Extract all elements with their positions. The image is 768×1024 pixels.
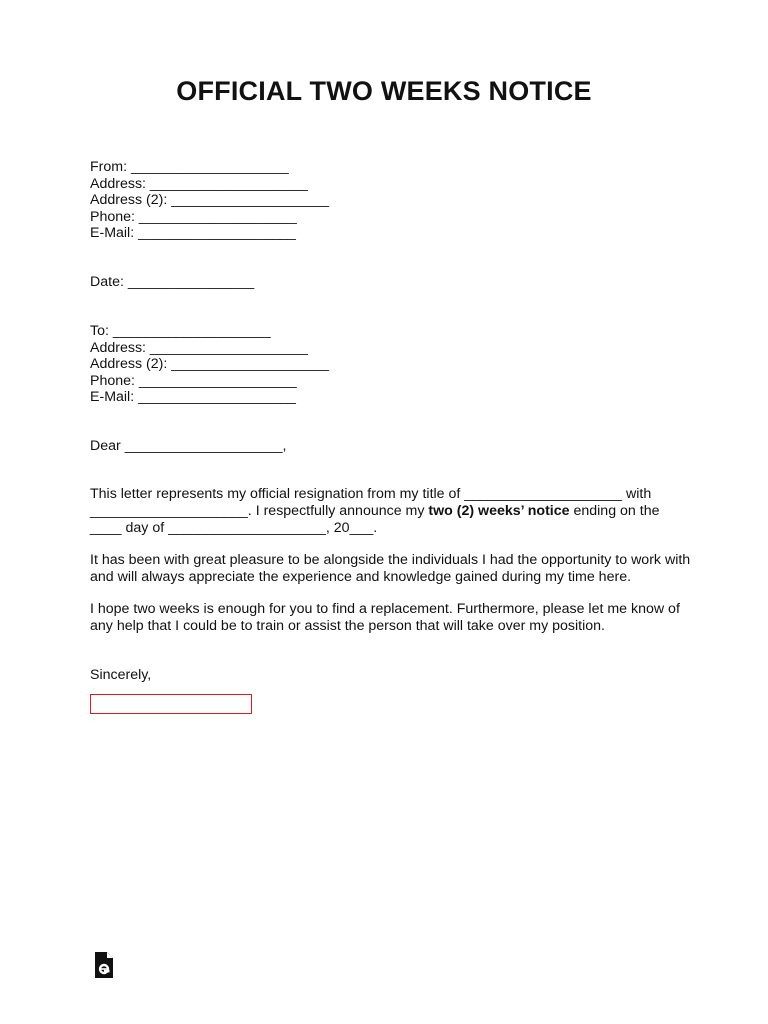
from-phone-line: Phone: ____________________ bbox=[90, 208, 297, 225]
to-address2-line: Address (2): ____________________ bbox=[90, 356, 330, 372]
from-line: From: ____________________ bbox=[90, 159, 289, 175]
from-email-line: E-Mail: ____________________ bbox=[90, 225, 296, 241]
eforms-document-logo-icon bbox=[94, 952, 114, 978]
paragraph-replacement bbox=[90, 601, 690, 635]
paragraph-resignation bbox=[90, 486, 690, 536]
to-line: To: ____________________ bbox=[90, 323, 271, 339]
from-address-line: Address: ____________________ bbox=[90, 175, 308, 192]
paragraph-line: It has been with great pleasure to be alongside the individuals I had the opportunity to work with bbox=[90, 552, 691, 568]
paragraph-text: ____________________. I respectfully announce my bbox=[90, 502, 429, 519]
paragraph-line: and will always appreciate the experience and knowledge gained during my time here. bbox=[90, 568, 632, 585]
closing-block bbox=[90, 667, 151, 684]
salutation-line: Dear ____________________, bbox=[90, 438, 287, 454]
from-address2-line: Address (2): ____________________ bbox=[90, 192, 330, 208]
notice-emphasis: two (2) weeks’ notice bbox=[428, 502, 570, 519]
paragraph-gratitude bbox=[90, 552, 690, 586]
paragraph-line: ____ day of ____________________, 20___. bbox=[90, 519, 378, 536]
paragraph-line: any help that I could be to train or assist the person that will take over my position. bbox=[90, 617, 605, 634]
to-phone-line: Phone: ____________________ bbox=[90, 372, 297, 389]
paragraph-line bbox=[90, 503, 690, 520]
closing-line: Sincerely, bbox=[90, 667, 152, 683]
to-block bbox=[90, 323, 329, 406]
date-line: Date: ________________ bbox=[90, 274, 255, 290]
document-title: OFFICIAL TWO WEEKS NOTICE bbox=[176, 76, 592, 106]
paragraph-line: This letter represents my official resignation from my title of ____________________ with bbox=[90, 486, 652, 502]
date-block bbox=[90, 274, 254, 291]
paragraph-text: ending on the bbox=[569, 502, 660, 519]
salutation-block bbox=[90, 438, 286, 455]
to-email-line: E-Mail: ____________________ bbox=[90, 389, 296, 405]
to-address-line: Address: ____________________ bbox=[90, 339, 308, 356]
signature-field[interactable] bbox=[90, 694, 252, 714]
from-block bbox=[90, 159, 329, 242]
paragraph-line: I hope two weeks is enough for you to find a replacement. Furthermore, please let me know of bbox=[90, 601, 680, 617]
